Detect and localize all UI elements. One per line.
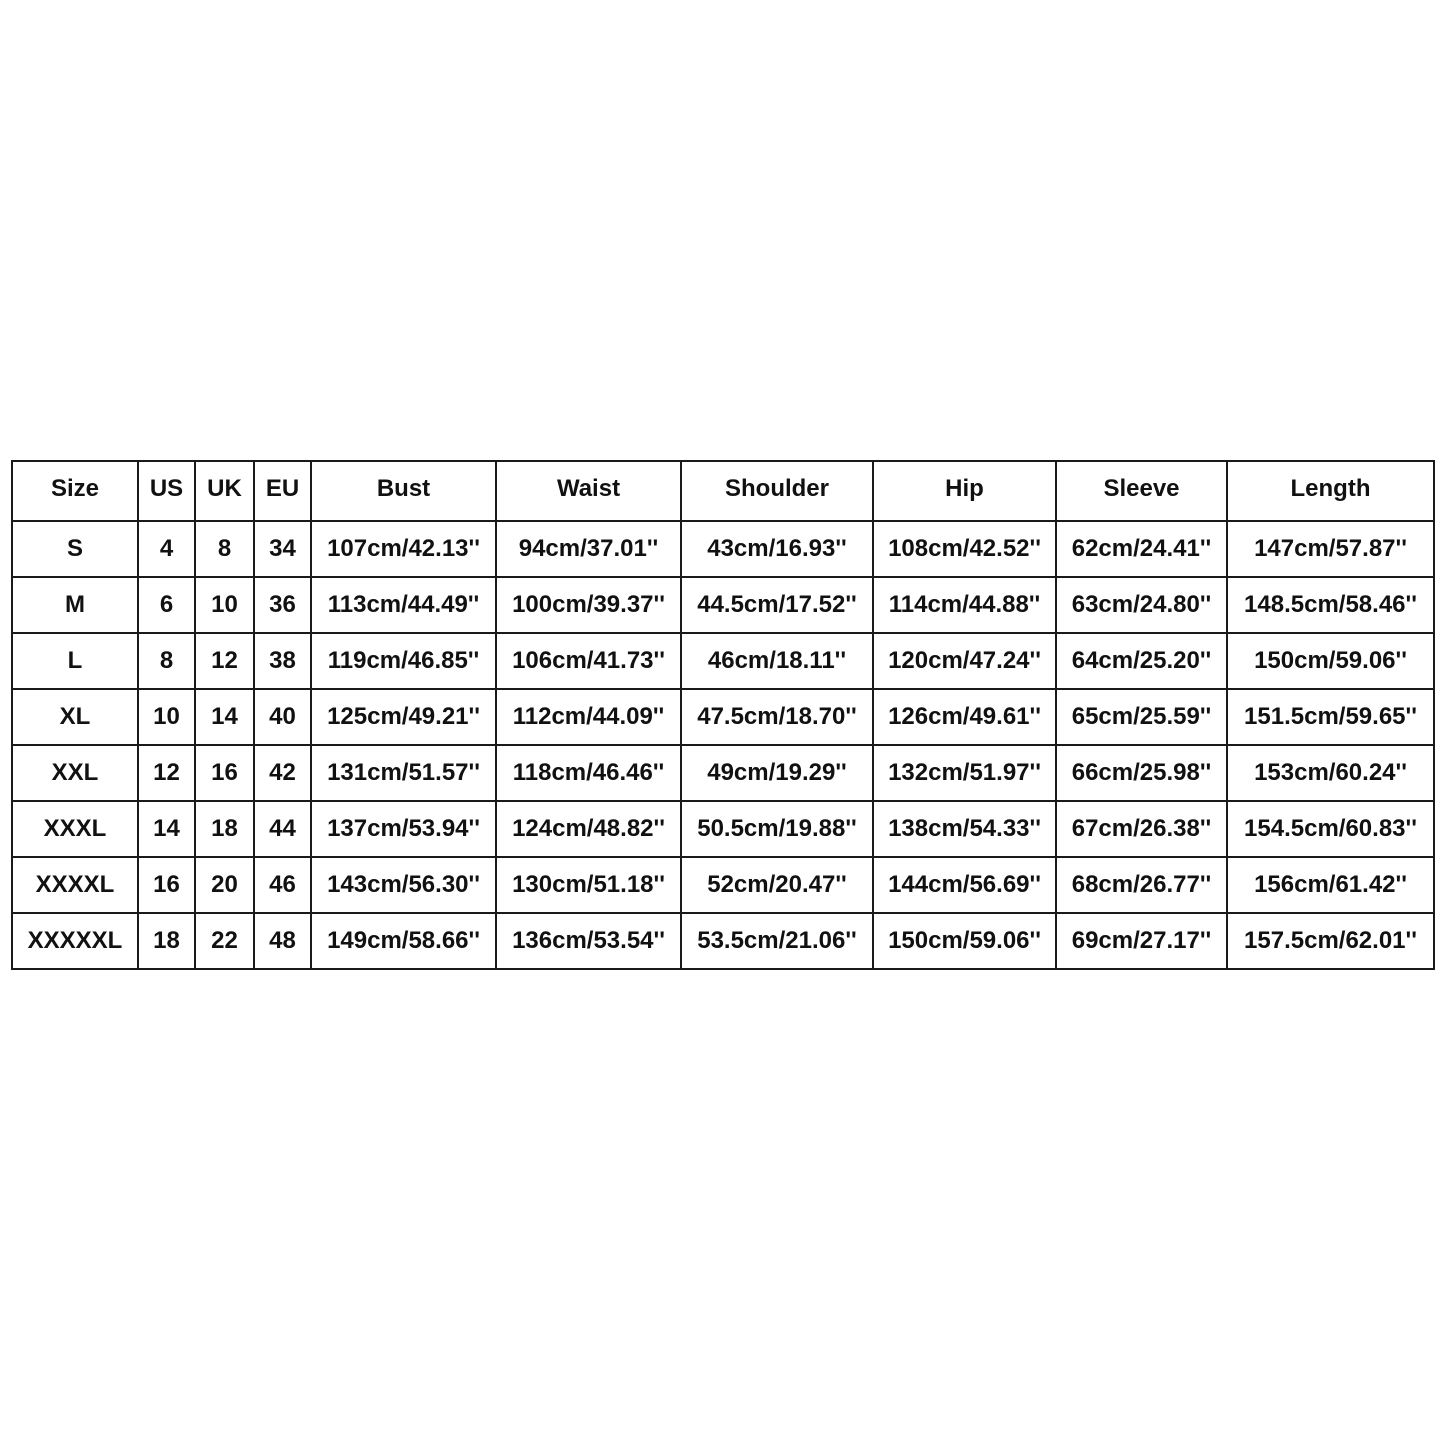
- cell-length: 154.5cm/60.83'': [1227, 801, 1434, 857]
- cell-hip: 114cm/44.88'': [873, 577, 1056, 633]
- cell-bust: 113cm/44.49'': [311, 577, 496, 633]
- header-sleeve: Sleeve: [1056, 461, 1227, 521]
- table-row: [12, 689, 1434, 745]
- header-waist: Waist: [496, 461, 681, 521]
- cell-uk: 20: [195, 857, 254, 913]
- cell-length: 153cm/60.24'': [1227, 745, 1434, 801]
- cell-us: 8: [138, 633, 195, 689]
- cell-length: 150cm/59.06'': [1227, 633, 1434, 689]
- cell-shoulder: 44.5cm/17.52'': [681, 577, 873, 633]
- cell-eu: 48: [254, 913, 311, 969]
- cell-hip: 150cm/59.06'': [873, 913, 1056, 969]
- header-eu: EU: [254, 461, 311, 521]
- header-hip: Hip: [873, 461, 1056, 521]
- cell-us: 18: [138, 913, 195, 969]
- header-shoulder: Shoulder: [681, 461, 873, 521]
- cell-sleeve: 66cm/25.98'': [1056, 745, 1227, 801]
- cell-waist: 100cm/39.37'': [496, 577, 681, 633]
- table-body: [12, 521, 1434, 969]
- cell-shoulder: 52cm/20.47'': [681, 857, 873, 913]
- cell-us: 6: [138, 577, 195, 633]
- cell-waist: 118cm/46.46'': [496, 745, 681, 801]
- cell-bust: 119cm/46.85'': [311, 633, 496, 689]
- header-row: [12, 461, 1434, 521]
- cell-us: 16: [138, 857, 195, 913]
- cell-shoulder: 47.5cm/18.70'': [681, 689, 873, 745]
- cell-us: 12: [138, 745, 195, 801]
- cell-length: 151.5cm/59.65'': [1227, 689, 1434, 745]
- cell-sleeve: 65cm/25.59'': [1056, 689, 1227, 745]
- cell-eu: 46: [254, 857, 311, 913]
- cell-bust: 137cm/53.94'': [311, 801, 496, 857]
- cell-sleeve: 68cm/26.77'': [1056, 857, 1227, 913]
- cell-eu: 38: [254, 633, 311, 689]
- cell-uk: 18: [195, 801, 254, 857]
- cell-hip: 138cm/54.33'': [873, 801, 1056, 857]
- table-row: [12, 801, 1434, 857]
- table-row: [12, 521, 1434, 577]
- cell-bust: 107cm/42.13'': [311, 521, 496, 577]
- cell-size: XXL: [12, 745, 138, 801]
- cell-size: XL: [12, 689, 138, 745]
- cell-sleeve: 69cm/27.17'': [1056, 913, 1227, 969]
- cell-size: M: [12, 577, 138, 633]
- header-length: Length: [1227, 461, 1434, 521]
- cell-shoulder: 46cm/18.11'': [681, 633, 873, 689]
- cell-us: 14: [138, 801, 195, 857]
- cell-hip: 132cm/51.97'': [873, 745, 1056, 801]
- cell-us: 10: [138, 689, 195, 745]
- cell-uk: 16: [195, 745, 254, 801]
- table-row: [12, 857, 1434, 913]
- cell-size: L: [12, 633, 138, 689]
- cell-sleeve: 67cm/26.38'': [1056, 801, 1227, 857]
- cell-sleeve: 64cm/25.20'': [1056, 633, 1227, 689]
- cell-uk: 10: [195, 577, 254, 633]
- cell-size: XXXXL: [12, 857, 138, 913]
- cell-length: 156cm/61.42'': [1227, 857, 1434, 913]
- table-row: [12, 633, 1434, 689]
- cell-hip: 144cm/56.69'': [873, 857, 1056, 913]
- cell-size: XXXL: [12, 801, 138, 857]
- header-bust: Bust: [311, 461, 496, 521]
- table-row: [12, 745, 1434, 801]
- cell-sleeve: 62cm/24.41'': [1056, 521, 1227, 577]
- cell-waist: 124cm/48.82'': [496, 801, 681, 857]
- cell-hip: 120cm/47.24'': [873, 633, 1056, 689]
- header-us: US: [138, 461, 195, 521]
- cell-hip: 126cm/49.61'': [873, 689, 1056, 745]
- cell-shoulder: 50.5cm/19.88'': [681, 801, 873, 857]
- cell-us: 4: [138, 521, 195, 577]
- cell-hip: 108cm/42.52'': [873, 521, 1056, 577]
- cell-waist: 136cm/53.54'': [496, 913, 681, 969]
- header-size: Size: [12, 461, 138, 521]
- cell-shoulder: 53.5cm/21.06'': [681, 913, 873, 969]
- cell-bust: 149cm/58.66'': [311, 913, 496, 969]
- cell-shoulder: 43cm/16.93'': [681, 521, 873, 577]
- cell-sleeve: 63cm/24.80'': [1056, 577, 1227, 633]
- cell-uk: 12: [195, 633, 254, 689]
- cell-length: 157.5cm/62.01'': [1227, 913, 1434, 969]
- cell-waist: 112cm/44.09'': [496, 689, 681, 745]
- cell-bust: 143cm/56.30'': [311, 857, 496, 913]
- cell-waist: 130cm/51.18'': [496, 857, 681, 913]
- cell-eu: 40: [254, 689, 311, 745]
- cell-waist: 94cm/37.01'': [496, 521, 681, 577]
- cell-eu: 36: [254, 577, 311, 633]
- cell-uk: 8: [195, 521, 254, 577]
- table-row: [12, 913, 1434, 969]
- cell-bust: 125cm/49.21'': [311, 689, 496, 745]
- cell-eu: 42: [254, 745, 311, 801]
- cell-size: XXXXXL: [12, 913, 138, 969]
- cell-eu: 34: [254, 521, 311, 577]
- cell-length: 147cm/57.87'': [1227, 521, 1434, 577]
- cell-length: 148.5cm/58.46'': [1227, 577, 1434, 633]
- cell-uk: 14: [195, 689, 254, 745]
- cell-bust: 131cm/51.57'': [311, 745, 496, 801]
- cell-size: S: [12, 521, 138, 577]
- cell-eu: 44: [254, 801, 311, 857]
- cell-shoulder: 49cm/19.29'': [681, 745, 873, 801]
- cell-uk: 22: [195, 913, 254, 969]
- size-chart-table: [11, 460, 1435, 970]
- cell-waist: 106cm/41.73'': [496, 633, 681, 689]
- table-row: [12, 577, 1434, 633]
- header-uk: UK: [195, 461, 254, 521]
